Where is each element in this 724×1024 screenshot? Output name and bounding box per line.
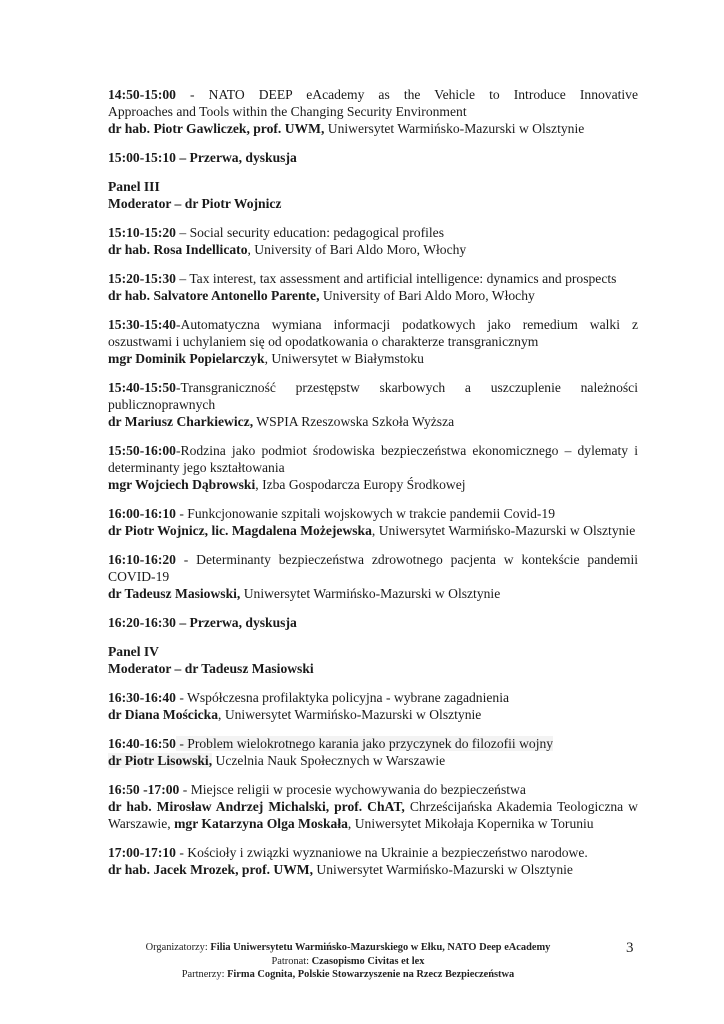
separator: - [179, 782, 191, 797]
footer-partners [108, 968, 588, 982]
speaker-affiliation: , Uniwersytet w Białymstoku [264, 351, 424, 366]
separator: – [175, 271, 190, 286]
patron-value: Czasopismo Civitas et lex [311, 955, 425, 967]
speaker-name: dr hab. Piotr Gawliczek, prof. UWM, [108, 121, 325, 136]
talk-time: 15:50-16:00 [108, 443, 176, 458]
talk-title-continued: COVID-19 [108, 569, 170, 584]
panel-moderator: Moderator – dr Tadeusz Masiowski [108, 661, 314, 676]
talk-time: 16:00-16:10 [108, 506, 176, 521]
talk-title: Problem wielokrotnego karania jako przyczynek do filozofii wojny [187, 736, 554, 751]
speaker-affiliation: Uniwersytet Warmińsko-Mazurski w Olsztynie [324, 121, 585, 136]
speaker-name: dr Mariusz Charkiewicz, [108, 414, 254, 429]
talk-title-line [108, 505, 638, 522]
program-item [108, 844, 638, 878]
talk-time: 16:40-16:50 [108, 736, 176, 751]
patron-label: Patronat: [271, 955, 312, 967]
footer-organizers [108, 941, 588, 955]
panel-moderator: Moderator – dr Piotr Wojnicz [108, 196, 282, 211]
talk-title-line [108, 442, 638, 459]
talk-title-line [108, 86, 638, 103]
speaker-line [108, 350, 638, 367]
talk-title: Transgraniczność przestępstw skarbowych a uszczuplenie należności [180, 380, 638, 395]
talk-title: Determinanty bezpieczeństwa zdrowotnego pacjenta w kontekście pandemii [196, 552, 638, 567]
talk-title-continued: determinanty jego kształtowania [108, 460, 285, 475]
talk-title-line [108, 224, 638, 241]
speaker-affiliation: Uczelnia Nauk Społecznych w Warszawie [212, 753, 446, 768]
talk-title: Funkcjonowanie szpitali wojskowych w trakcie pandemii Covid-19 [187, 506, 556, 521]
speaker-line [108, 241, 638, 258]
program-item [108, 224, 638, 258]
talk-title-line [108, 551, 638, 568]
speaker-name: dr Diana Mościcka [108, 707, 219, 722]
speaker-affiliation: WSPIA Rzeszowska Szkoła Wyższa [253, 414, 455, 429]
speaker-affiliation: Uniwersytet Warmińsko-Mazurski w Olsztynie [313, 862, 573, 877]
program-item [108, 551, 638, 602]
speaker-line [108, 861, 638, 878]
talk-title: Rodzina jako podmiot środowiska bezpieczeństwa ekonomicznego – dylematy i [180, 443, 638, 458]
separator: – [175, 225, 190, 240]
talk-title-line [108, 379, 638, 396]
panel-title: Panel III [108, 179, 160, 194]
speaker-name: dr Tadeusz Masiowski, [108, 586, 241, 601]
organizers-label: Organizatorzy: [145, 942, 211, 953]
talk-title-line [108, 316, 638, 333]
talk-title: NATO DEEP eAcademy as the Vehicle to Introduce Innovative [208, 87, 639, 102]
talk-title: Współczesna profilaktyka policyjna - wybrane zagadnienia [187, 690, 510, 705]
talk-title-line [108, 270, 638, 287]
break-item [108, 614, 638, 631]
talk-time: 16:50 -17:00 [108, 782, 180, 797]
speaker-affiliation: Uniwersytet Warmińsko-Mazurski w Olsztynie [240, 586, 501, 601]
program-item [108, 735, 638, 769]
footer-patron [108, 955, 588, 969]
break-item [108, 149, 638, 166]
speaker-line [108, 413, 638, 430]
program-item [108, 86, 638, 137]
page-footer [108, 941, 588, 982]
panel-header [108, 178, 638, 212]
speaker-line [108, 585, 638, 602]
speaker-affiliation: , Uniwersytet Warmińsko-Mazurski w Olsztynie [218, 707, 482, 722]
speaker-line [108, 287, 638, 304]
talk-time: 15:40-15:50 [108, 380, 176, 395]
panel-header [108, 643, 638, 677]
separator: - [175, 87, 209, 102]
talk-title: Social security education: pedagogical profiles [189, 225, 444, 240]
speaker-name: dr hab. Rosa Indellicato [108, 242, 248, 257]
program-item [108, 689, 638, 723]
separator: - [175, 845, 188, 860]
talk-time: 16:30-16:40 [108, 690, 176, 705]
separator: - [175, 552, 197, 567]
speaker-name: dr hab. Jacek Mrozek, prof. UWM, [108, 862, 314, 877]
page-number: 3 [626, 940, 634, 956]
speaker-affiliation: Chrześcijańska Akademia Teologiczna w Warszawie, [108, 799, 638, 831]
program-item [108, 316, 638, 367]
speaker-line [108, 522, 638, 539]
separator: - [175, 380, 181, 395]
program-item [108, 379, 638, 430]
talk-time: 14:50-15:00 [108, 87, 176, 102]
speaker-affiliation: , Izba Gospodarcza Europy Środkowej [255, 477, 466, 492]
talk-time: 16:10-16:20 [108, 552, 176, 567]
speaker-line [108, 120, 638, 137]
program-item [108, 781, 638, 832]
partners-label: Partnerzy: [181, 969, 228, 980]
speaker-name: dr Piotr Wojnicz, lic. Magdalena Możejewska [108, 523, 372, 538]
speaker-name: dr Piotr Lisowski, [108, 753, 213, 768]
break-text: 16:20-16:30 – Przerwa, dyskusja [108, 615, 297, 630]
talk-title-continued: oszustwami i uchylaniem się od opodatkowania o charakterze transgranicznym [108, 334, 539, 349]
separator: - [175, 690, 188, 705]
separator: - [175, 506, 188, 521]
talk-time: 15:30-15:40 [108, 317, 176, 332]
talk-title-line [108, 781, 638, 798]
separator: - [175, 736, 188, 751]
speaker-line [108, 798, 638, 832]
speaker-name: dr hab. Mirosław Andrzej Michalski, prof. ChAT, [108, 799, 405, 814]
talk-title: Miejsce religii w procesie wychowywania do bezpieczeństwa [190, 782, 526, 797]
speaker-line [108, 706, 638, 723]
panel-title: Panel IV [108, 644, 159, 659]
separator: - [175, 443, 181, 458]
separator: - [175, 317, 181, 332]
speaker-name: mgr Dominik Popielarczyk [108, 351, 265, 366]
speaker-name: mgr Wojciech Dąbrowski [108, 477, 256, 492]
talk-title: Tax interest, tax assessment and artificial intelligence: dynamics and prospects [189, 271, 617, 286]
speaker-line [108, 476, 638, 493]
program-item [108, 270, 638, 304]
partners-value: Firma Cognita, Polskie Stowarzyszenie na Rzecz Bezpieczeństwa [227, 969, 515, 980]
speaker-affiliation: University of Bari Aldo Moro, Włochy [319, 288, 535, 303]
speaker-name: mgr Katarzyna Olga Moskała [174, 816, 348, 831]
talk-title: Kościoły i związki wyznaniowe na Ukrainie a bezpieczeństwo narodowe. [187, 845, 588, 860]
speaker-affiliation: , University of Bari Aldo Moro, Włochy [247, 242, 467, 257]
talk-time: 15:10-15:20 [108, 225, 176, 240]
talk-title-line [108, 689, 638, 706]
speaker-affiliation: , Uniwersytet Warmińsko-Mazurski w Olsztynie [371, 523, 636, 538]
talk-title: Automatyczna wymiana informacji podatkowych jako remedium walki z [180, 317, 638, 332]
speaker-affiliation: , Uniwersytet Mikołaja Kopernika w Toruniu [347, 816, 594, 831]
program-content [108, 86, 638, 890]
talk-title-continued: publicznoprawnych [108, 397, 216, 412]
organizers-value: Filia Uniwersytetu Warmińsko-Mazurskiego w Ełku, NATO Deep eAcademy [210, 942, 551, 953]
speaker-name: dr hab. Salvatore Antonello Parente, [108, 288, 320, 303]
break-text: 15:00-15:10 – Przerwa, dyskusja [108, 150, 297, 165]
talk-title-continued: Approaches and Tools within the Changing Security Environment [108, 104, 467, 119]
talk-title-line [108, 735, 638, 752]
talk-title-line [108, 844, 638, 861]
speaker-line [108, 752, 638, 769]
talk-time: 15:20-15:30 [108, 271, 176, 286]
talk-time: 17:00-17:10 [108, 845, 176, 860]
program-item [108, 505, 638, 539]
program-item [108, 442, 638, 493]
